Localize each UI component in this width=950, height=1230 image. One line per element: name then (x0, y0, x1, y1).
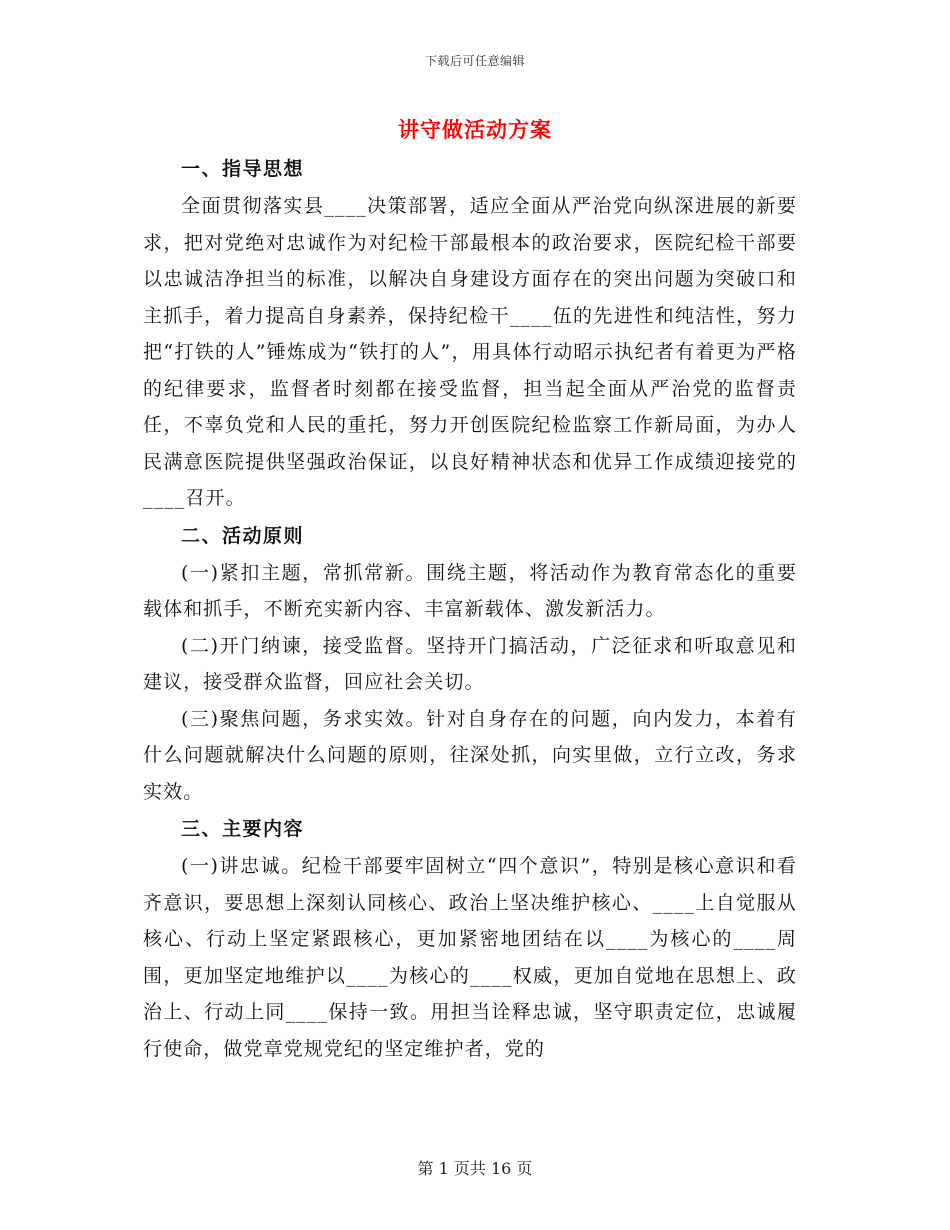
section-heading-guiding-ideology: 一、指导思想 (181, 158, 305, 180)
section-heading-main-content: 三、主要内容 (181, 818, 305, 840)
document-title: 讲守做活动方案 (398, 117, 552, 142)
document-body (143, 150, 797, 1067)
paragraph-principle-3: (三)聚焦问题，务求实效。针对自身存在的问题，向内发力，本着有什么问题就解决什么问题的原则，往深处抓，向实里做，立行立改，务求实效。 (143, 707, 797, 803)
paragraph-principle-2: (二)开门纳谏，接受监督。坚持开门搞活动，广泛征求和听取意见和建议，接受群众监督，回应社会关切。 (143, 634, 797, 693)
page-header-note: 下载后可任意编辑 (424, 54, 525, 68)
paragraph-content-1: (一)讲忠诚。纪检干部要牢固树立“四个意识”，特别是核心意识和看齐意识，要思想上深刻认同核心、政治上坚决维护核心、____上自觉服从核心、行动上坚定紧跟核心，更加紧密地团结在以____为核心的____周围，更加坚定地维护以____为核心的____权威，更加自觉地在思想上、政治上、行动上同____保持一致。用担当诠释忠诚，坚守职责定位，忠诚履行使命，做党章党规党纪的坚定维护者，党的 (143, 855, 797, 1060)
page-number: 第 1 页共 16 页 (417, 1159, 533, 1178)
paragraph-principle-1: (一)紧扣主题，常抓常新。围绕主题，将活动作为教育常态化的重要载体和抓手，不断充实新内容、丰富新载体、激发新活力。 (143, 561, 797, 620)
paragraph-guiding-ideology: 全面贯彻落实县____决策部署，适应全面从严治党向纵深进展的新要求，把对党绝对忠诚作为对纪检干部最根本的政治要求，医院纪检干部要以忠诚洁净担当的标准，以解决自身建设方面存在的突出问题为突破口和主抓手，着力提高自身素养，保持纪检干____伍的先进性和纯洁性，努力把“打铁的人”锤炼成为“铁打的人”，用具体行动昭示执纪者有着更为严格的纪律要求，监督者时刻都在接受监督，担当起全面从严治党的监督责任，不辜负党和人民的重托，努力开创医院纪检监察工作新局面，为办人民满意医院提供坚强政治保证，以良好精神状态和优异工作成绩迎接党的____召开。 (143, 195, 797, 509)
section-heading-activity-principles: 二、活动原则 (181, 524, 305, 547)
